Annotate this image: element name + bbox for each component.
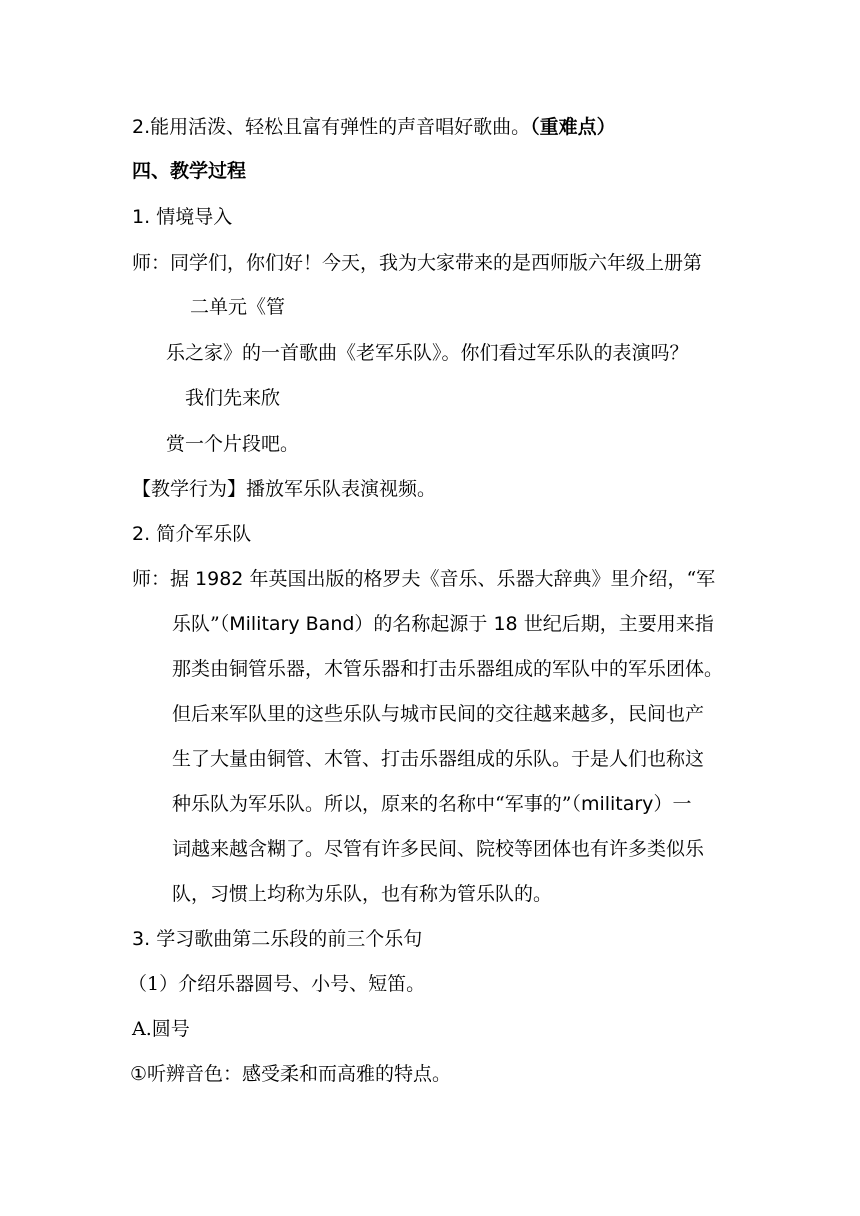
band-intro-line-6-a: 种乐队为军乐队。所以，原来的名称中“军事的”（ (172, 793, 581, 815)
teaching-action-1: 【教学行为】播放军乐队表演视频。 (132, 478, 437, 500)
band-intro-line-1-b: 年英国出版的格罗夫《音乐、乐器大辞典》里介绍，“军 (243, 568, 716, 590)
band-intro-line-2-c: 世纪后期，主要用来指 (517, 613, 714, 635)
band-intro-line-7: 词越来越含糊了。尽管有许多民间、院校等团体也有许多类似乐 (172, 838, 705, 860)
circled-number-1: ① (130, 1063, 148, 1085)
band-intro-line-3: 那类由铜管乐器，木管乐器和打击乐器组成的军队中的军乐团体。 (172, 658, 724, 680)
objective-2 (132, 118, 616, 137)
band-intro-line-6-b: ）一 (653, 793, 692, 815)
band-intro-line-2-b: ）的名称起源于 (354, 613, 494, 635)
band-intro-english-word: military (580, 793, 654, 815)
band-intro-century: 18 (493, 613, 518, 635)
item-1-text: 听辨音色：感受柔和而高雅的特点。 (147, 1063, 452, 1085)
step-1-heading (132, 208, 232, 227)
objective-2-number: 2. (132, 116, 151, 138)
step-1-title: 情境导入 (156, 206, 233, 228)
step-2-title: 简介军乐队 (156, 523, 252, 545)
step-3-heading (132, 930, 422, 949)
band-intro-line-4: 但后来军队里的这些乐队与城市民间的交往越来越多，民间也产 (172, 703, 705, 725)
band-intro-line-6 (172, 795, 691, 814)
step-2-heading (132, 525, 251, 544)
item-1-listen (130, 1065, 451, 1084)
step-2-number: 2. (132, 523, 151, 545)
objective-2-key-tag: （重难点） (530, 116, 616, 138)
band-intro-line-2 (172, 615, 714, 634)
teacher-intro-line-5: 赏一个片段吧。 (166, 433, 300, 455)
teacher-intro-line-2: 二单元《管 (190, 296, 286, 318)
sub-step-1: （1）介绍乐器圆号、小号、短笛。 (128, 973, 426, 995)
sub-step-a-horn: A.圆号 (132, 1018, 190, 1040)
teacher-intro-line-4: 我们先来欣 (185, 387, 281, 409)
band-intro-line-1 (132, 570, 715, 589)
step-1-number: 1. (132, 206, 151, 228)
band-intro-english-term: Military Band (229, 613, 355, 635)
band-intro-line-1-a: 师：据 (132, 568, 196, 590)
teacher-intro-line-1: 师：同学们，你们好！今天，我为大家带来的是西师版六年级上册第 (132, 252, 703, 274)
step-3-title: 学习歌曲第二乐段的前三个乐句 (156, 928, 423, 950)
band-intro-line-2-a: 乐队”（ (172, 613, 230, 635)
band-intro-line-8: 队，习惯上均称为乐队，也有称为管乐队的。 (172, 883, 553, 905)
step-3-number: 3. (132, 928, 151, 950)
band-intro-year: 1982 (195, 568, 244, 590)
objective-2-text: 能用活泼、轻松且富有弹性的声音唱好歌曲。 (150, 116, 531, 138)
band-intro-line-5: 生了大量由铜管、木管、打击乐器组成的乐队。于是人们也称这 (172, 748, 705, 770)
teacher-intro-line-3: 乐之家》的一首歌曲《老军乐队》。你们看过军乐队的表演吗？ (166, 342, 689, 364)
section-heading-teaching-process: 四、教学过程 (132, 160, 247, 182)
